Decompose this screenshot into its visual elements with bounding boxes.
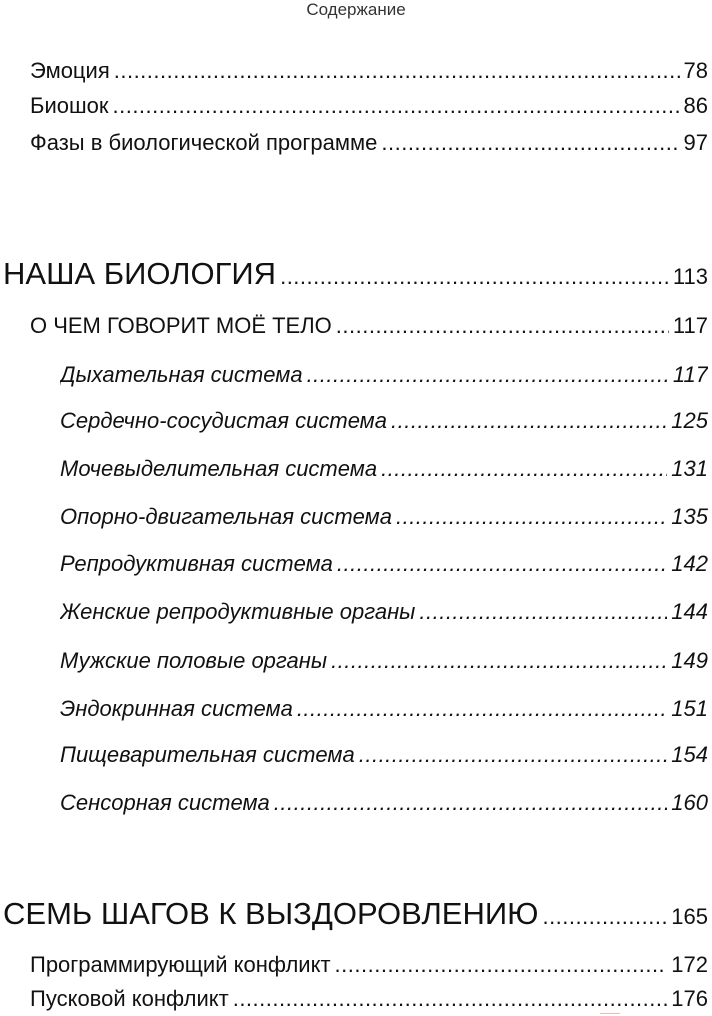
dot-leader — [359, 742, 668, 768]
dot-leader — [391, 408, 667, 434]
toc-entry-page: 125 — [671, 408, 708, 433]
toc-entry-page: 176 — [671, 986, 708, 1011]
toc-entry-programming-conflict[interactable] — [30, 952, 708, 978]
dot-leader — [114, 58, 680, 84]
toc-chapter-title: О ЧЕМ ГОВОРИТ МОЁ ТЕЛО — [30, 313, 332, 338]
toc-entry-title: Мужские половые органы — [60, 648, 328, 673]
toc-entry-page: 172 — [671, 952, 708, 977]
dot-leader — [335, 952, 668, 978]
toc-sub-urinary[interactable] — [60, 456, 708, 482]
toc-sub-digestive[interactable] — [60, 742, 708, 768]
toc-entry-emotion[interactable] — [30, 58, 708, 84]
toc-entry-page: 144 — [671, 599, 708, 624]
dot-leader — [419, 599, 667, 625]
dot-leader — [112, 93, 679, 119]
toc-entry-title: Сердечно-сосудистая система — [60, 408, 388, 433]
dot-leader — [337, 551, 667, 577]
toc-sub-sensory[interactable] — [60, 790, 708, 816]
toc-entry-page: 97 — [683, 130, 708, 155]
toc-entry-page: 142 — [671, 551, 708, 576]
dot-leader — [233, 986, 668, 1012]
dot-leader — [297, 696, 667, 722]
toc-sub-respiratory[interactable] — [60, 362, 708, 388]
dot-leader — [396, 504, 667, 530]
toc-entry-bioshock[interactable] — [30, 93, 708, 119]
toc-entry-trigger-conflict[interactable] — [30, 986, 708, 1012]
dot-leader — [280, 264, 669, 290]
toc-entry-page: 78 — [683, 58, 708, 83]
toc-entry-title: Фазы в биологической программе — [30, 130, 378, 155]
toc-sub-endocrine[interactable] — [60, 696, 708, 722]
toc-part-title: СЕМЬ ШАГОВ К ВЫЗДОРОВЛЕНИЮ — [3, 896, 539, 931]
toc-entry-title: Пищеварительная система — [60, 742, 355, 767]
toc-entry-page: 135 — [671, 504, 708, 529]
toc-entry-title: Дыхательная система — [60, 362, 303, 387]
dot-leader — [381, 130, 679, 156]
dot-leader — [331, 648, 667, 674]
toc-entry-page: 113 — [672, 264, 708, 289]
running-head: Содержание — [306, 0, 406, 19]
toc-sub-cardiovascular[interactable] — [60, 408, 708, 434]
toc-entry-page: 165 — [671, 904, 708, 929]
toc-entry-title: Сенсорная система — [60, 790, 270, 815]
toc-entry-page: 117 — [672, 313, 708, 338]
toc-entry-page: 86 — [683, 93, 708, 118]
toc-entry-title: Мочевыделительная система — [60, 456, 378, 481]
scan-mark — [600, 1010, 620, 1014]
toc-entry-title: Опорно-двигательная система — [60, 504, 392, 529]
toc-entry-page: 149 — [671, 648, 708, 673]
toc-entry-title: Программирующий конфликт — [30, 952, 331, 977]
toc-sub-reproductive[interactable] — [60, 551, 708, 577]
toc-sub-female-organs[interactable] — [60, 599, 708, 625]
toc-entry-page: 160 — [671, 790, 708, 815]
toc-entry-title: Пусковой конфликт — [30, 986, 229, 1011]
toc-entry-page: 117 — [672, 362, 708, 387]
toc-part-title: НАША БИОЛОГИЯ — [3, 256, 277, 291]
toc-entry-title: Эндокринная система — [60, 696, 293, 721]
dot-leader — [307, 362, 669, 388]
toc-sub-musculoskeletal[interactable] — [60, 504, 708, 530]
dot-leader — [274, 790, 668, 816]
toc-entry-title: Биошок — [30, 93, 109, 118]
toc-part-seven-steps[interactable] — [3, 896, 708, 932]
toc-entry-title: Женские репродуктивные органы — [60, 599, 416, 624]
dot-leader — [381, 456, 667, 482]
dot-leader — [542, 904, 667, 930]
toc-entry-page: 131 — [671, 456, 708, 481]
toc-entry-title: Репродуктивная система — [60, 551, 333, 576]
toc-entry-phases[interactable] — [30, 130, 708, 156]
toc-sub-male-organs[interactable] — [60, 648, 708, 674]
toc-entry-title: Эмоция — [30, 58, 110, 83]
toc-chapter-body[interactable] — [30, 313, 708, 339]
toc-entry-page: 154 — [671, 742, 708, 767]
dot-leader — [336, 313, 669, 339]
toc-entry-page: 151 — [671, 696, 708, 721]
toc-part-our-biology[interactable] — [3, 256, 708, 292]
